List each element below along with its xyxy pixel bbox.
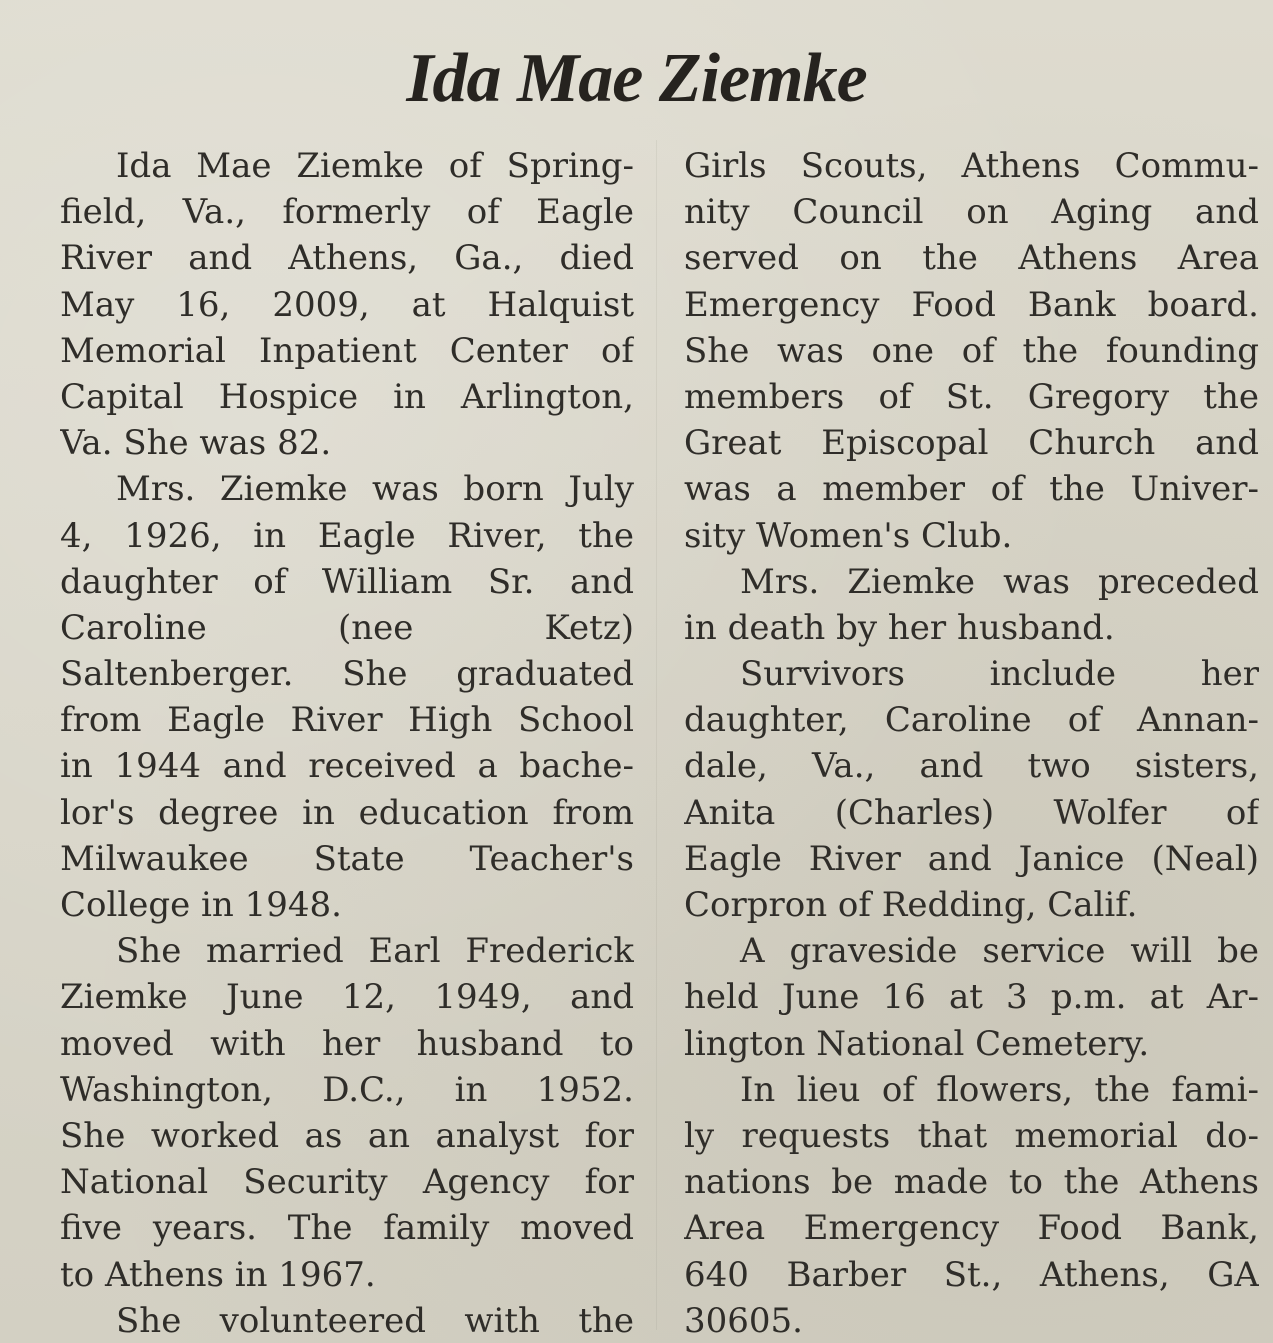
text-line: held June 16 at 3 p.m. at Ar- [684, 977, 1259, 1018]
text-line: in 1944 and received a bache- [60, 746, 634, 787]
text-line: was a member of the Univer- [684, 469, 1259, 510]
text-line: nations be made to the Athens [684, 1162, 1259, 1203]
text-line: Eagle River and Janice (Neal) [684, 838, 1259, 879]
text-line: daughter, Caroline of Annan- [684, 700, 1259, 741]
text-line: She worked as an analyst for [60, 1115, 634, 1156]
text-line: Ida Mae Ziemke of Spring- [116, 146, 634, 186]
text-line: Emergency Food Bank board. [684, 284, 1259, 325]
text-line: to Athens in 1967. [60, 1254, 376, 1295]
obituary-headline: Ida Mae Ziemke [406, 40, 867, 117]
text-line: field, Va., formerly of Eagle [60, 192, 634, 233]
text-line: She married Earl Frederick [116, 931, 634, 972]
text-line: Ziemke June 12, 1949, and [60, 977, 634, 1018]
text-line: Washington, D.C., in 1952. [60, 1069, 634, 1110]
text-line: in death by her husband. [684, 607, 1115, 648]
text-line: In lieu of flowers, the fami- [740, 1069, 1259, 1110]
right-column [684, 143, 1259, 1343]
text-line: River and Athens, Ga., died [60, 238, 634, 279]
text-line: Mrs. Ziemke was preceded [740, 561, 1259, 602]
text-line: lor's degree in education from [60, 792, 634, 833]
text-line: National Security Agency for [60, 1162, 634, 1203]
text-line: members of St. Gregory the [684, 376, 1259, 417]
text-line: Girls Scouts, Athens Commu- [684, 146, 1259, 186]
text-line: Great Episcopal Church and [684, 423, 1259, 464]
text-line: 4, 1926, in Eagle River, the [60, 515, 634, 556]
column-gutter [656, 140, 657, 1330]
text-line: 640 Barber St., Athens, GA [684, 1254, 1259, 1295]
text-line: lington National Cemetery. [684, 1023, 1150, 1064]
text-line: Milwaukee State Teacher's [60, 838, 634, 879]
text-line: ly requests that memorial do- [684, 1115, 1259, 1156]
text-line: Area Emergency Food Bank, [684, 1208, 1259, 1249]
text-line: May 16, 2009, at Halquist [60, 284, 634, 325]
text-line: She was one of the founding [684, 330, 1259, 371]
text-line: Corpron of Redding, Calif. [684, 885, 1138, 925]
text-line: dale, Va., and two sisters, [684, 746, 1259, 787]
text-line: from Eagle River High School [60, 700, 634, 741]
text-line: Survivors include her [740, 654, 1259, 695]
text-line: Memorial Inpatient Center of [60, 330, 634, 371]
text-line: Anita (Charles) Wolfer of [684, 792, 1259, 833]
text-line: Va. She was 82. [60, 423, 332, 464]
text-line: sity Women's Club. [684, 515, 1013, 556]
text-line: nity Council on Aging and [684, 192, 1259, 233]
text-line: served on the Athens Area [684, 238, 1259, 279]
text-line: Caroline (nee Ketz) [60, 607, 634, 648]
text-line: Capital Hospice in Arlington, [60, 376, 634, 417]
text-line: daughter of William Sr. and [60, 561, 634, 602]
text-line: moved with her husband to [60, 1023, 634, 1064]
text-line: A graveside service will be [740, 931, 1259, 972]
text-line: Saltenberger. She graduated [60, 654, 634, 695]
text-line: Mrs. Ziemke was born July [116, 469, 634, 510]
left-column [60, 143, 634, 1343]
text-line: five years. The family moved [60, 1208, 634, 1249]
text-line: College in 1948. [60, 885, 342, 925]
text-line: She volunteered with the [116, 1300, 634, 1341]
text-line: 30605. [684, 1300, 803, 1341]
